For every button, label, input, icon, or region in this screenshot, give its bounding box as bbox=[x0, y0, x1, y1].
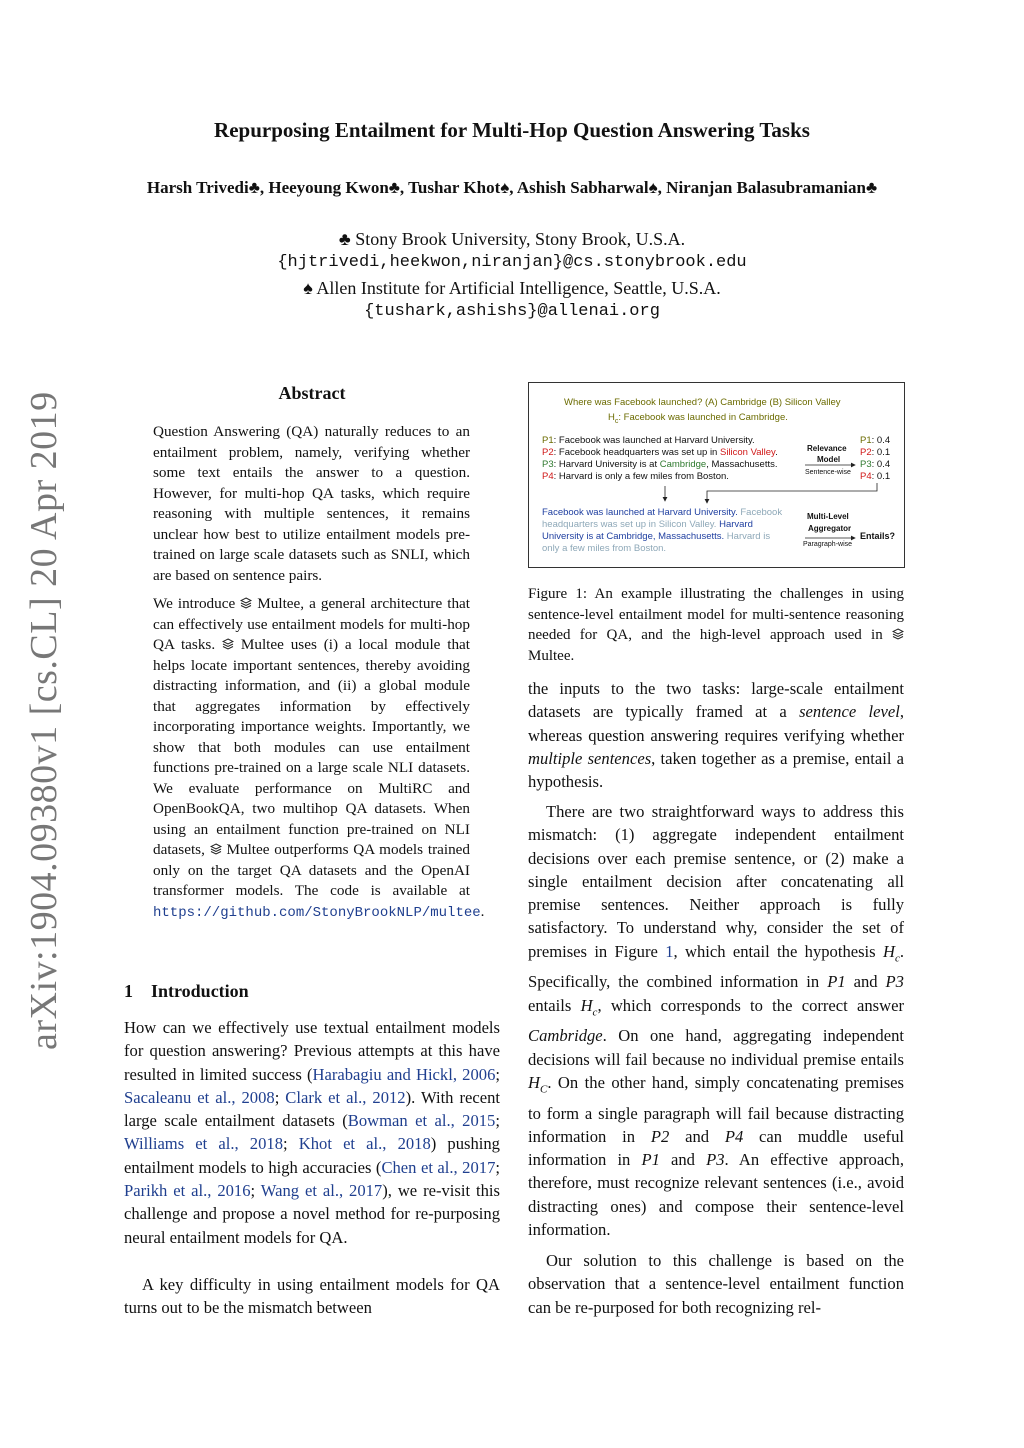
body-paragraph-1 bbox=[528, 677, 904, 793]
figure-ref-link[interactable]: 1 bbox=[665, 941, 674, 961]
figure-1 bbox=[528, 382, 905, 568]
premise-text: : Facebook headquarters was set up in bbox=[553, 447, 720, 458]
multee-logo-icon bbox=[240, 597, 252, 609]
body-text: can muddle useful information in bbox=[528, 1126, 904, 1170]
body-text: , taken together as a premise, entail a hypothesis. bbox=[528, 748, 904, 792]
aggregator-title-2: Aggregator bbox=[808, 524, 852, 533]
citation-link[interactable]: Bowman et al., 2015 bbox=[347, 1111, 496, 1131]
abstract-heading: Abstract bbox=[278, 383, 346, 403]
math-h: H bbox=[580, 995, 593, 1015]
score-value: : 0.4 bbox=[871, 435, 891, 446]
premise-label: P4 bbox=[542, 471, 554, 482]
intro-text: ; bbox=[250, 1181, 261, 1201]
aggregator-sub: Paragraph-wise bbox=[803, 541, 853, 548]
math-p2: P2 bbox=[650, 1126, 670, 1146]
multee-logo-icon bbox=[210, 843, 222, 855]
body-emphasis: multiple sentences bbox=[528, 748, 652, 768]
intro-paragraph-2: A key difficulty in using entailment models for QA turns out to be the mismatch between bbox=[124, 1275, 500, 1318]
multee-logo-icon bbox=[892, 628, 904, 640]
body-text: and bbox=[659, 1150, 707, 1170]
intro-paragraph-1 bbox=[124, 1016, 500, 1249]
premise-text: : Harvard is only a few miles from Boston. bbox=[553, 471, 729, 482]
abstract-paragraph-1 bbox=[153, 422, 470, 586]
hyp-sub: c bbox=[614, 417, 619, 425]
body-paragraph-3: Our solution to this challenge is based on the observation that a sentence-level entailment function can be re-purposed for both recognizing rel- bbox=[528, 1251, 904, 1317]
intro-text: ; bbox=[495, 1111, 500, 1131]
math-p3: P3 bbox=[885, 972, 904, 992]
relevance-model-sub: Sentence-wise bbox=[805, 469, 851, 476]
premise-highlight: Silicon Valley bbox=[719, 447, 776, 458]
math-h: H bbox=[528, 1072, 540, 1092]
paper-title: Repurposing Entailment for Multi-Hop Question Answering Tasks bbox=[214, 118, 810, 142]
score-arrow bbox=[707, 483, 877, 503]
body-emphasis: sentence level bbox=[799, 702, 900, 722]
math-sub: c bbox=[894, 952, 900, 965]
score-value: : 0.1 bbox=[871, 471, 891, 482]
figure-question-text: Where was Facebook launched? (A) Cambridge (B) Silicon Valley bbox=[564, 397, 841, 408]
para-relevant: University is at Cambridge, Massachusetts. bbox=[542, 531, 725, 542]
intro-text: ; bbox=[495, 1064, 500, 1084]
score-label: P2 bbox=[860, 447, 872, 458]
caption-text: Figure 1: An example illustrating the challenges in using sentence-level entailment model for multi-sentence reasoning needed for QA, and the high-level approach used in bbox=[528, 586, 904, 643]
citation-link[interactable]: Chen et al., 2017 bbox=[381, 1157, 496, 1177]
intro-text: ), we re-visit this challenge and propose a novel method for re-purposing neural entailment models for QA. bbox=[124, 1181, 500, 1247]
body-text: entails bbox=[528, 995, 581, 1015]
citation-link[interactable]: Khot et al., 2018 bbox=[298, 1134, 431, 1154]
author-list: Harsh Trivedi♣, Heeyoung Kwon♣, Tushar Khot♠, Ashish Sabharwal♠, Niranjan Balasubramanian♣ bbox=[146, 178, 878, 197]
entails-output: Entails? bbox=[860, 531, 896, 541]
citation-link[interactable]: Harabagiu and Hickl, 2006 bbox=[312, 1064, 496, 1084]
body-text: , which corresponds to the correct answer bbox=[597, 995, 904, 1015]
multee-logo-icon bbox=[222, 638, 234, 650]
affiliation-2: ♠ Allen Institute for Artificial Intelligence, Seattle, U.S.A. bbox=[303, 278, 721, 298]
premise-highlight: Cambridge bbox=[659, 459, 707, 470]
premise-label: P3 bbox=[542, 459, 554, 470]
premise-label: P2 bbox=[542, 447, 554, 458]
abstract-period: . bbox=[480, 902, 485, 920]
premise-text: : Facebook was launched at Harvard University. bbox=[553, 435, 755, 446]
abstract-text-1: Question Answering (QA) naturally reduces to an entailment problem, namely, verifying whether some text entails the answer to a question. However, for multi-hop QA tasks, which require reasoning with multiple sentences, it remains unclear how best to utilize entailment models pre-trained on large scale datasets such as SNLI, which are based on sentence pairs. bbox=[153, 423, 470, 584]
body-text: . On one hand, aggregating independent decisions will fail because no individual premise entails bbox=[528, 1026, 904, 1069]
math-h: H bbox=[882, 941, 895, 961]
abstract-text-2d: Multee outperforms QA models trained only on the target QA datasets and the OpenAI transformer models. The code is available at bbox=[153, 841, 471, 899]
body-text: . An effective approach, therefore, must recognize relevant sentences (i.e., avoid distracting ones) and compose their sentence-level information. bbox=[528, 1150, 904, 1239]
premise-label: P1 bbox=[542, 435, 554, 446]
score-value: : 0.4 bbox=[871, 459, 891, 470]
body-text: There are two straightforward ways to address this mismatch: (1) aggregate independent entailment decisions over each premise sentence, or (2) make a single entailment decision after concatenating all premise sentences. Neither approach is fully satisfactory. To understand why, consider the set of premises in Figure bbox=[528, 802, 904, 961]
relevance-model-title-1: Relevance bbox=[807, 444, 847, 453]
body-emphasis: Cambridge bbox=[528, 1026, 603, 1046]
math-p1: P1 bbox=[641, 1150, 660, 1170]
score-label: P1 bbox=[860, 435, 872, 446]
math-p3: P3 bbox=[706, 1150, 725, 1170]
figure-arrows bbox=[529, 383, 904, 567]
citation-link[interactable]: Williams et al., 2018 bbox=[124, 1134, 283, 1154]
affiliation-1: ♣ Stony Brook University, Stony Brook, U.S.A. bbox=[338, 229, 686, 249]
hyp-text: : Facebook was launched in Cambridge. bbox=[618, 412, 788, 423]
premise-text: : Harvard University is at bbox=[553, 459, 660, 470]
para-distractor: headquarters was set up in Silicon Valley. bbox=[542, 519, 717, 530]
abstract-text-2a: We introduce bbox=[153, 595, 236, 612]
section-heading-introduction: 1 Introduction bbox=[124, 981, 249, 1001]
body-text: . On the other hand, simply concatenating premises to form a single paragraph will fail because distracting information in bbox=[528, 1072, 904, 1146]
score-label: P4 bbox=[860, 471, 872, 482]
intro-text: ) pushing entailment models to high accuracies ( bbox=[124, 1134, 500, 1177]
abstract-text-2c: Multee uses (i) a local module that helps locate important sentences, thereby avoiding distracting information, and (ii) a global module that aggregates information by effectively incorporating importance weights. Importantly, we show that both modules can use entailment functions pre-trained on a large scale NLI datasets. We evaluate performance on MultiRC and OpenBookQA, two multihop QA datasets. When using an entailment function pre-trained on NLI datasets, bbox=[153, 636, 471, 858]
math-p4: P4 bbox=[724, 1126, 744, 1146]
citation-link[interactable]: Sacaleanu et al., 2008 bbox=[124, 1087, 275, 1107]
relevance-model-title-2: Model bbox=[817, 455, 841, 464]
intro-text: ). With recent large scale entailment datasets ( bbox=[124, 1087, 501, 1131]
premise-text: , Massachusetts. bbox=[706, 459, 778, 470]
citation-link[interactable]: Clark et al., 2012 bbox=[285, 1087, 406, 1107]
figure-caption bbox=[528, 584, 904, 666]
para-distractor: Harvard is bbox=[724, 531, 771, 542]
abstract-paragraph-2 bbox=[153, 594, 485, 923]
para-distractor: only a few miles from Boston. bbox=[542, 543, 667, 554]
intro-text: ; bbox=[274, 1087, 286, 1107]
body-paragraph-2 bbox=[528, 800, 904, 1241]
body-text: . Specifically, the combined information in bbox=[528, 941, 904, 992]
arxiv-stamp: arXiv:1904.09380v1 [cs.CL] 20 Apr 2019 bbox=[23, 391, 65, 1050]
intro-text: How can we effectively use textual entailment models for question answering? Previous attempts at this have resulted in limited success ( bbox=[124, 1018, 500, 1084]
math-sub: c bbox=[592, 1006, 598, 1018]
body-text: the inputs to the two tasks: large-scale entailment datasets are typically framed at a bbox=[528, 679, 904, 722]
para-distractor: Facebook bbox=[737, 507, 783, 518]
intro-text: ; bbox=[495, 1157, 500, 1177]
body-text: and bbox=[845, 972, 886, 992]
intro-text: ; bbox=[283, 1134, 299, 1154]
para-relevant: Harvard bbox=[716, 519, 753, 530]
citation-link[interactable]: Parikh et al., 2016 bbox=[124, 1181, 251, 1201]
email-2: {tushark,ashishs}@allenai.org bbox=[364, 302, 660, 321]
body-text: , which entail the hypothesis bbox=[673, 941, 883, 961]
body-text: and bbox=[669, 1126, 725, 1146]
score-label: P3 bbox=[860, 459, 872, 470]
email-1: {hjtrivedi,heekwon,niranjan}@cs.stonybrook.edu bbox=[277, 253, 747, 272]
score-value: : 0.1 bbox=[871, 447, 891, 458]
premise-text: . bbox=[775, 447, 778, 458]
abstract-text-2b: Multee, a general architecture that can effectively use entailment models for multi-hop QA tasks. bbox=[153, 595, 471, 653]
citation-link[interactable]: Wang et al., 2017 bbox=[260, 1181, 383, 1201]
hyp-label: H bbox=[608, 412, 615, 423]
caption-text: Multee. bbox=[528, 647, 575, 664]
math-p1: P1 bbox=[827, 972, 846, 992]
para-relevant: Facebook was launched at Harvard University. bbox=[542, 507, 738, 518]
code-link[interactable]: https://github.com/StonyBrookNLP/multee bbox=[153, 904, 481, 921]
math-sub: C bbox=[539, 1083, 548, 1096]
body-text: , whereas question answering requires verifying whether bbox=[528, 702, 904, 745]
aggregator-title-1: Multi-Level bbox=[807, 512, 849, 521]
